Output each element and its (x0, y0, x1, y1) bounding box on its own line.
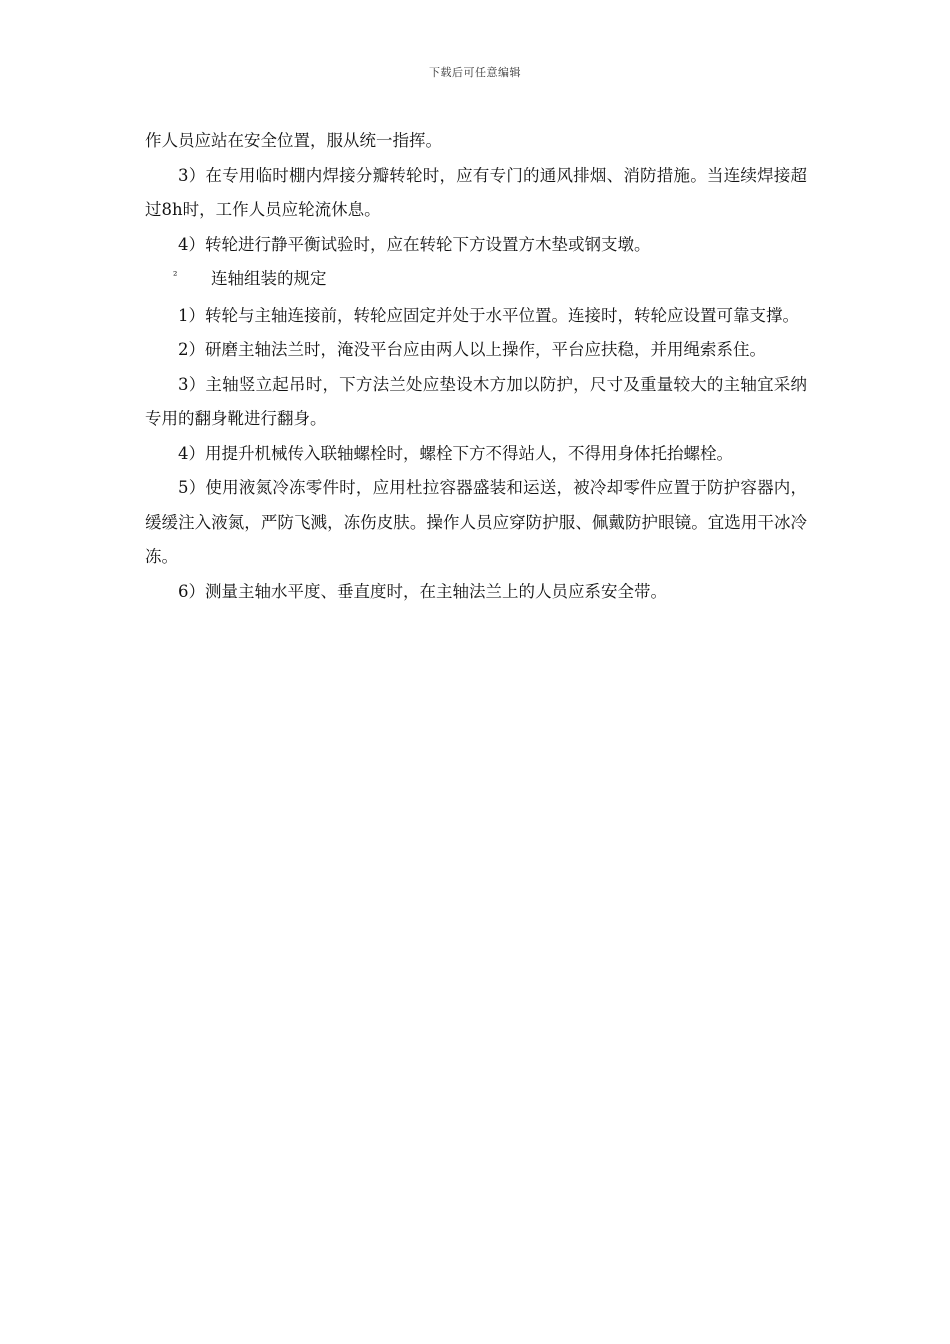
paragraph-continuation: 作人员应站在安全位置，服从统一指挥。 (145, 131, 442, 150)
section-bullet: ² (173, 269, 178, 282)
paragraph-item-4-balance-test: 4）转轮进行静平衡试验时，应在转轮下方设置方木垫或钢支墩。 (178, 234, 651, 254)
section-heading (145, 262, 807, 299)
section-title: 连轴组装的规定 (211, 269, 327, 288)
paragraph-item-4-bolts: 4）用提升机械传入联轴螺栓时，螺栓下方不得站人，不得用身体托抬螺栓。 (178, 443, 733, 463)
paragraph-item-6-measurement: 6）测量主轴水平度、垂直度时，在主轴法兰上的人员应系安全带。 (178, 581, 667, 601)
paragraph-item-2-flange-grinding: 2）研磨主轴法兰时，淹没平台应由两人以上操作，平台应扶稳，并用绳索系住。 (178, 340, 766, 359)
paragraph-item-3-shaft-lifting: 3）主轴竖立起吊时，下方法兰处应垫设木方加以防护，尺寸及重量较大的主轴宜采纳专用的翻身靴进行翻身。 (145, 374, 807, 428)
paragraph-item-1-runner-connection: 1）转轮与主轴连接前，转轮应固定并处于水平位置。连接时，转轮应设置可靠支撑。 (178, 305, 799, 325)
page-header: 下载后可任意编辑 (429, 66, 521, 79)
document-body (145, 124, 807, 609)
paragraph-item-3-welding: 3）在专用临时棚内焊接分瓣转轮时，应有专门的通风排烟、消防措施。当连续焊接超过8h时，工作人员应轮流休息。 (145, 165, 807, 219)
paragraph-item-5-liquid-nitrogen: 5）使用液氮冷冻零件时，应用杜拉容器盛装和运送，被冷却零件应置于防护容器内，缓缓注入液氮，严防飞溅，冻伤皮肤。操作人员应穿防护服、佩戴防护眼镜。宜选用干冰冷冻。 (145, 478, 807, 566)
